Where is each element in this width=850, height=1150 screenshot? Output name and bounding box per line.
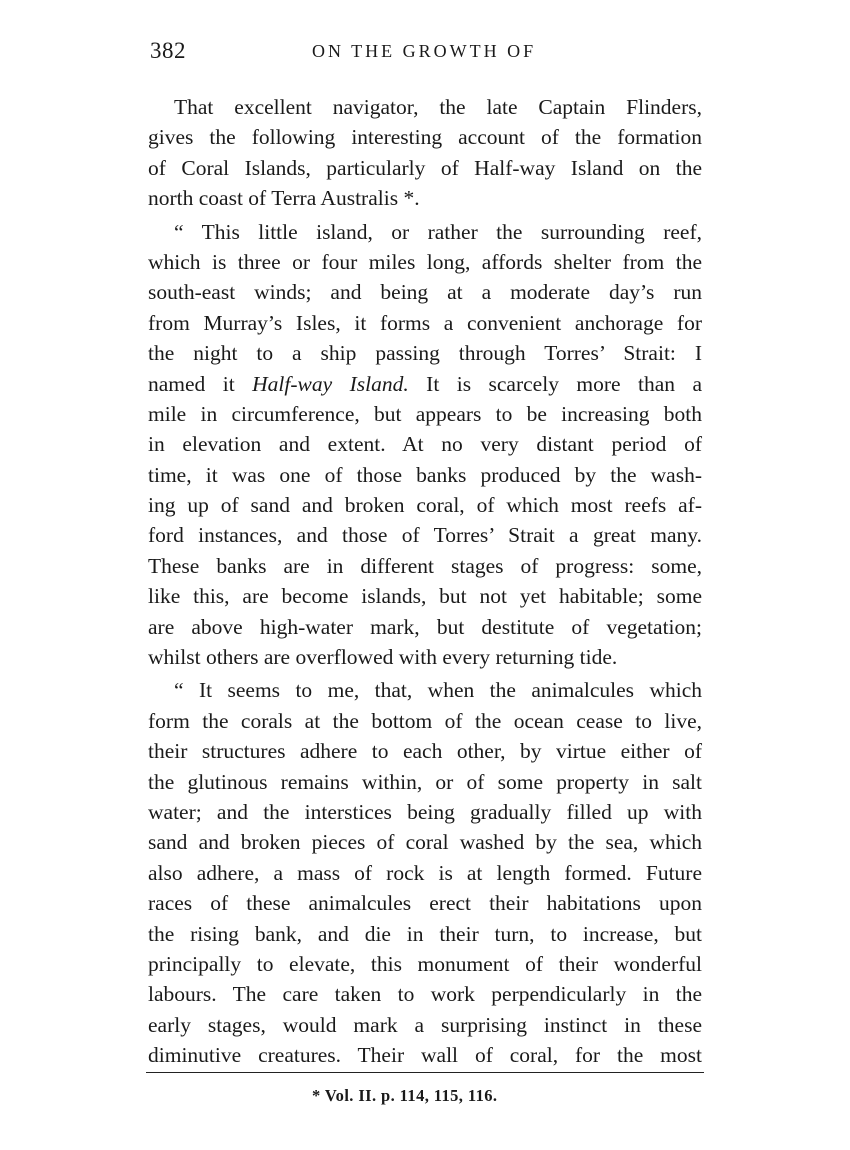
text-line: also adhere, a mass of rock is at length formed. Future: [148, 860, 702, 885]
text-line: like this, are become islands, but not yet habitable; some: [148, 584, 702, 609]
page-number: 382: [150, 38, 186, 63]
page-header: [150, 38, 850, 66]
text-line: which is three or four miles long, affords shelter from the: [148, 249, 702, 274]
text-line: races of these animalcules erect their habitations upon: [148, 891, 702, 916]
text-line: the night to a ship passing through Torres’ Strait: I: [148, 341, 702, 366]
running-title: ON THE GROWTH OF: [312, 41, 537, 61]
text-line: mile in circumference, but appears to be increasing both: [148, 401, 702, 426]
text-line: That excellent navigator, the late Captain Flinders,: [174, 95, 702, 119]
paragraph: [148, 92, 702, 214]
text-line: sand and broken pieces of coral washed by the sea, which: [148, 830, 702, 855]
text-line: water; and the interstices being gradually filled up with: [148, 799, 702, 824]
text-line: of Coral Islands, particularly of Half-way Island on the: [148, 155, 702, 180]
text-line: diminutive creatures. Their wall of coral, for the most: [148, 1043, 702, 1068]
text-line: principally to elevate, this monument of their wonderful: [148, 951, 702, 976]
footnote: * Vol. II. p. 114, 115, 116.: [312, 1086, 498, 1105]
text-line: whilst others are overflowed with every returning tide.: [148, 645, 618, 670]
paragraph: [148, 675, 702, 1070]
text-line: [148, 369, 702, 399]
italic-island-name: Half-way Island.: [252, 371, 409, 396]
text-line: early stages, would mark a surprising instinct in these: [148, 1012, 702, 1037]
text-line: in elevation and extent. At no very distant period of: [148, 432, 702, 457]
text-line: form the corals at the bottom of the ocean cease to live,: [148, 708, 702, 733]
text-segment: named it: [148, 371, 235, 396]
text-segment: It is scarcely more than a: [426, 371, 702, 396]
text-line: from Murray’s Isles, it forms a convenient anchorage for: [148, 310, 702, 335]
text-line: the glutinous remains within, or of some property in salt: [148, 769, 702, 794]
text-line: These banks are in different stages of progress: some,: [148, 553, 702, 578]
page-body: [148, 92, 702, 1071]
text-line: are above high-water mark, but destitute of vegetation;: [148, 614, 702, 639]
text-line: the rising bank, and die in their turn, to increase, but: [148, 921, 702, 946]
text-line: gives the following interesting account of the formation: [148, 125, 702, 150]
text-line: “ This little island, or rather the surrounding reef,: [174, 219, 702, 244]
text-line: labours. The care taken to work perpendicularly in the: [148, 982, 702, 1007]
text-line: their structures adhere to each other, by virtue either of: [148, 739, 702, 764]
paragraph: [148, 217, 702, 673]
footnote-divider: [146, 1072, 704, 1073]
text-line: south-east winds; and being at a moderate day’s run: [148, 280, 702, 305]
text-line: time, it was one of those banks produced by the wash-: [148, 462, 702, 487]
text-line: north coast of Terra Australis *.: [148, 186, 420, 211]
text-line: “ It seems to me, that, when the animalcules which: [174, 678, 702, 703]
text-line: ford instances, and those of Torres’ Strait a great many.: [148, 523, 702, 548]
text-line: ing up of sand and broken coral, of which most reefs af-: [148, 493, 702, 518]
